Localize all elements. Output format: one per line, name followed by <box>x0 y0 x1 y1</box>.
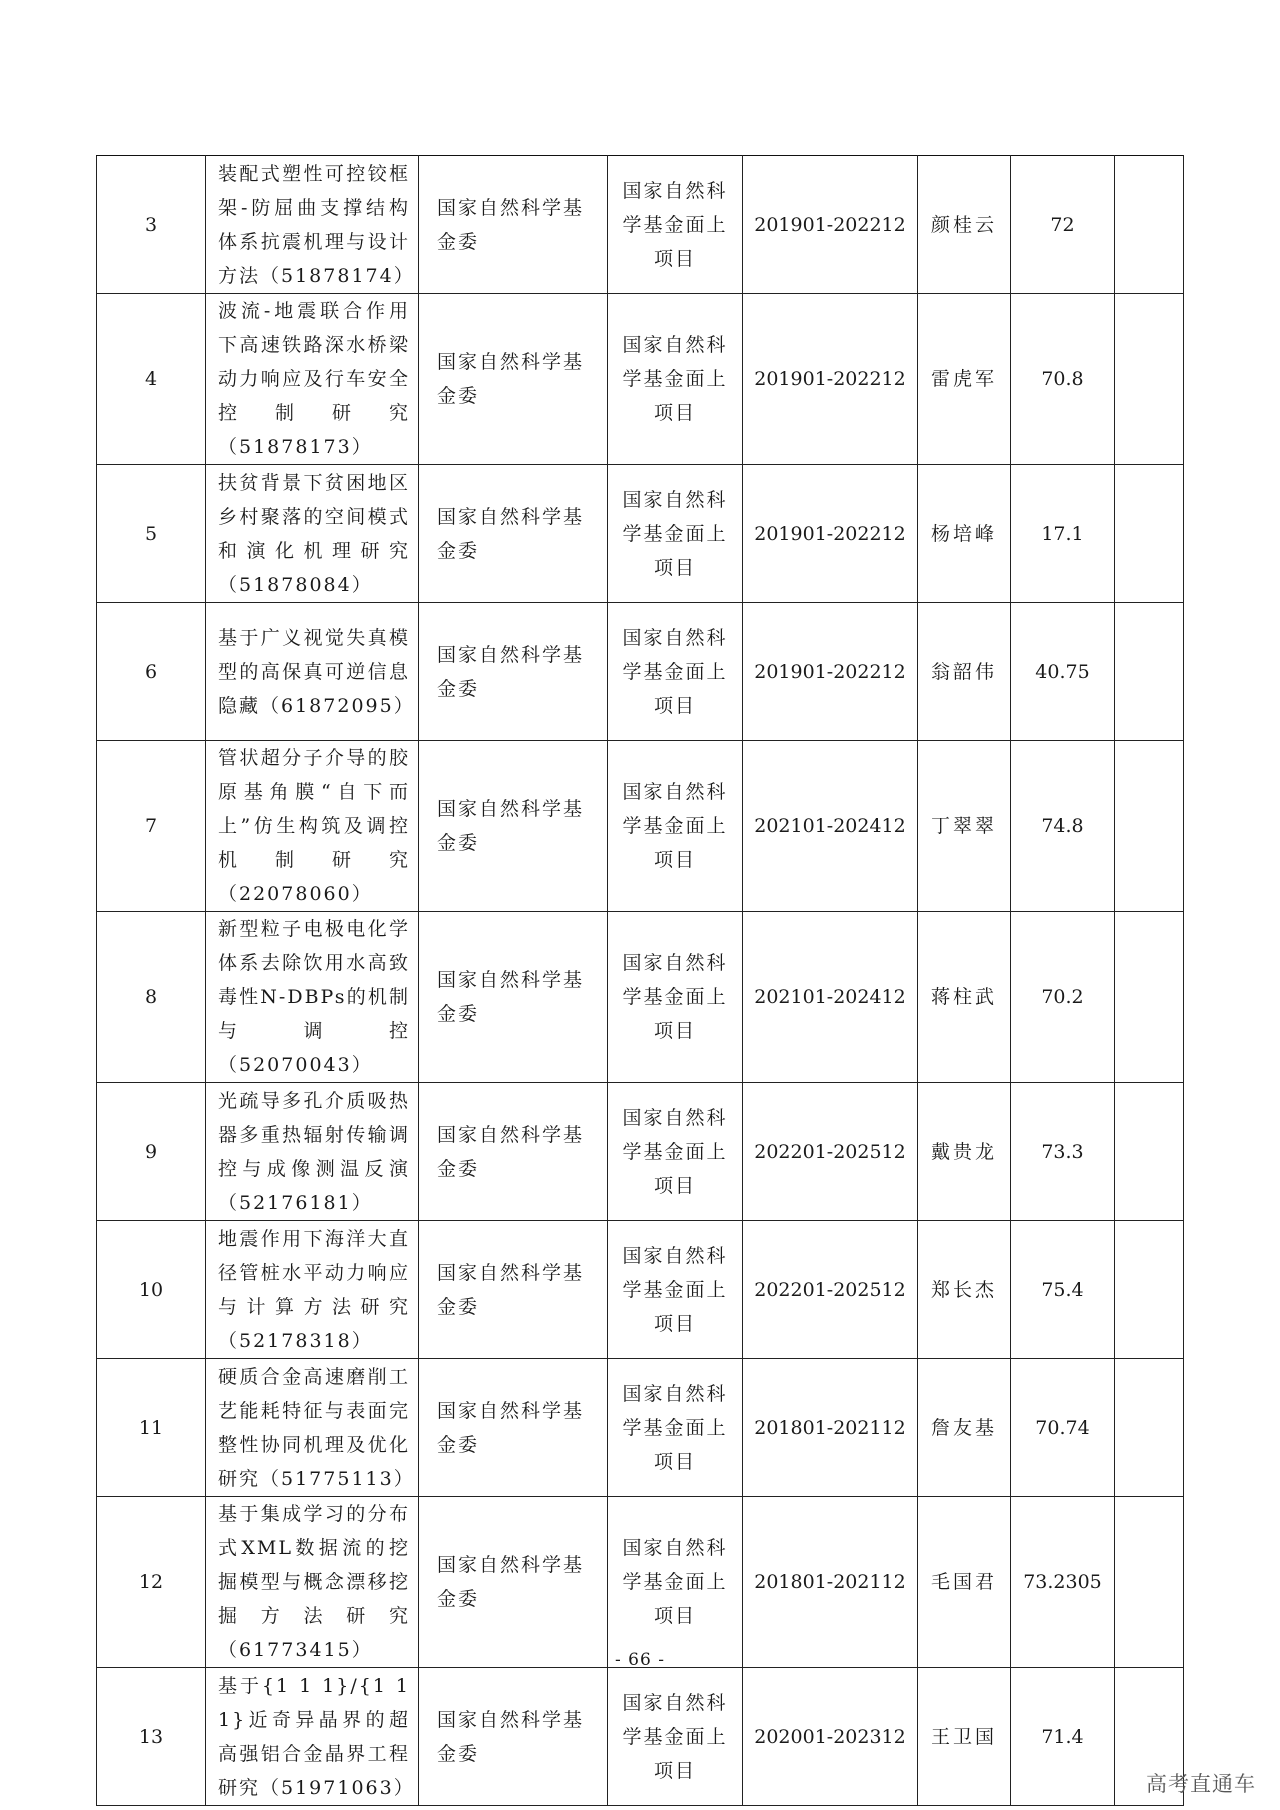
project-type-cell: 国家自然科学基金面上项目 <box>608 294 743 465</box>
project-title-cell: 基于{1 1 1}/{1 1 1}近奇异晶界的超高强铝合金晶界工程研究（51971063） <box>206 1668 419 1806</box>
project-funds-cell: 70.8 <box>1011 294 1115 465</box>
table-row <box>97 1221 1184 1359</box>
project-funds-cell: 75.4 <box>1011 1221 1115 1359</box>
project-type-cell: 国家自然科学基金面上项目 <box>608 1083 743 1221</box>
project-period-cell: 202101-202412 <box>743 912 918 1083</box>
project-period-cell: 201801-202112 <box>743 1497 918 1668</box>
project-funds-cell: 40.75 <box>1011 603 1115 741</box>
project-leader-cell: 丁翠翠 <box>918 741 1011 912</box>
project-funds-cell: 73.2305 <box>1011 1497 1115 1668</box>
project-type-cell: 国家自然科学基金面上项目 <box>608 603 743 741</box>
project-leader-cell: 颜桂云 <box>918 156 1011 294</box>
table-row <box>97 156 1184 294</box>
remarks-cell <box>1115 1083 1184 1221</box>
table-row <box>97 1083 1184 1221</box>
project-table <box>96 155 1184 1806</box>
project-leader-cell: 詹友基 <box>918 1359 1011 1497</box>
funding-source-cell: 国家自然科学基金委 <box>419 294 608 465</box>
project-period-cell: 201901-202212 <box>743 465 918 603</box>
funding-source-cell: 国家自然科学基金委 <box>419 156 608 294</box>
table-row <box>97 465 1184 603</box>
watermark-text: 高考直通车 <box>1146 1772 1256 1796</box>
project-leader-cell: 杨培峰 <box>918 465 1011 603</box>
project-title-cell: 基于广义视觉失真模型的高保真可逆信息隐藏（61872095） <box>206 603 419 741</box>
funding-source-cell: 国家自然科学基金委 <box>419 741 608 912</box>
project-period-cell: 202201-202512 <box>743 1083 918 1221</box>
project-table-body <box>97 156 1184 1806</box>
project-title-cell: 扶贫背景下贫困地区乡村聚落的空间模式和演化机理研究（51878084） <box>206 465 419 603</box>
remarks-cell <box>1115 1497 1184 1668</box>
project-period-cell: 201901-202212 <box>743 603 918 741</box>
project-title-cell: 管状超分子介导的胶原基角膜“自下而上”仿生构筑及调控机制研究（22078060） <box>206 741 419 912</box>
project-title-cell: 光疏导多孔介质吸热器多重热辐射传输调控与成像测温反演（52176181） <box>206 1083 419 1221</box>
row-index-cell: 5 <box>97 465 206 603</box>
project-funds-cell: 73.3 <box>1011 1083 1115 1221</box>
project-title-cell: 波流-地震联合作用下高速铁路深水桥梁动力响应及行车安全控制研究（51878173） <box>206 294 419 465</box>
project-funds-cell: 17.1 <box>1011 465 1115 603</box>
funding-source-cell: 国家自然科学基金委 <box>419 1497 608 1668</box>
project-leader-cell: 郑长杰 <box>918 1221 1011 1359</box>
project-period-cell: 201801-202112 <box>743 1359 918 1497</box>
row-index-cell: 9 <box>97 1083 206 1221</box>
project-type-cell: 国家自然科学基金面上项目 <box>608 1497 743 1668</box>
project-type-cell: 国家自然科学基金面上项目 <box>608 156 743 294</box>
project-type-cell: 国家自然科学基金面上项目 <box>608 1668 743 1806</box>
funding-source-cell: 国家自然科学基金委 <box>419 1083 608 1221</box>
remarks-cell <box>1115 741 1184 912</box>
row-index-cell: 12 <box>97 1497 206 1668</box>
project-leader-cell: 蒋柱武 <box>918 912 1011 1083</box>
project-leader-cell: 王卫国 <box>918 1668 1011 1806</box>
row-index-cell: 6 <box>97 603 206 741</box>
row-index-cell: 7 <box>97 741 206 912</box>
funding-source-cell: 国家自然科学基金委 <box>419 1359 608 1497</box>
project-funds-cell: 70.74 <box>1011 1359 1115 1497</box>
project-leader-cell: 翁韶伟 <box>918 603 1011 741</box>
project-title-cell: 新型粒子电极电化学体系去除饮用水高致毒性N-DBPs的机制与调控（52070043） <box>206 912 419 1083</box>
project-type-cell: 国家自然科学基金面上项目 <box>608 741 743 912</box>
project-funds-cell: 70.2 <box>1011 912 1115 1083</box>
project-period-cell: 202201-202512 <box>743 1221 918 1359</box>
project-type-cell: 国家自然科学基金面上项目 <box>608 1359 743 1497</box>
table-row <box>97 1668 1184 1806</box>
project-period-cell: 201901-202212 <box>743 156 918 294</box>
row-index-cell: 4 <box>97 294 206 465</box>
row-index-cell: 11 <box>97 1359 206 1497</box>
table-row <box>97 294 1184 465</box>
remarks-cell <box>1115 294 1184 465</box>
project-title-cell: 地震作用下海洋大直径管桩水平动力响应与计算方法研究（52178318） <box>206 1221 419 1359</box>
project-leader-cell: 戴贵龙 <box>918 1083 1011 1221</box>
row-index-cell: 8 <box>97 912 206 1083</box>
table-row <box>97 603 1184 741</box>
remarks-cell <box>1115 156 1184 294</box>
project-leader-cell: 毛国君 <box>918 1497 1011 1668</box>
remarks-cell <box>1115 1221 1184 1359</box>
project-type-cell: 国家自然科学基金面上项目 <box>608 465 743 603</box>
project-title-cell: 基于集成学习的分布式XML数据流的挖掘模型与概念漂移挖掘方法研究（61773415） <box>206 1497 419 1668</box>
project-title-cell: 硬质合金高速磨削工艺能耗特征与表面完整性协同机理及优化研究（51775113） <box>206 1359 419 1497</box>
funding-source-cell: 国家自然科学基金委 <box>419 912 608 1083</box>
project-type-cell: 国家自然科学基金面上项目 <box>608 912 743 1083</box>
remarks-cell <box>1115 1359 1184 1497</box>
project-type-cell: 国家自然科学基金面上项目 <box>608 1221 743 1359</box>
remarks-cell <box>1115 912 1184 1083</box>
project-funds-cell: 74.8 <box>1011 741 1115 912</box>
table-row <box>97 1359 1184 1497</box>
funding-source-cell: 国家自然科学基金委 <box>419 603 608 741</box>
project-period-cell: 202101-202412 <box>743 741 918 912</box>
remarks-cell <box>1115 465 1184 603</box>
table-row <box>97 1497 1184 1668</box>
project-funds-cell: 72 <box>1011 156 1115 294</box>
project-leader-cell: 雷虎军 <box>918 294 1011 465</box>
remarks-cell <box>1115 603 1184 741</box>
funding-source-cell: 国家自然科学基金委 <box>419 465 608 603</box>
table-row <box>97 741 1184 912</box>
table-row <box>97 912 1184 1083</box>
row-index-cell: 10 <box>97 1221 206 1359</box>
page-number: - 66 - <box>615 1650 665 1670</box>
project-period-cell: 202001-202312 <box>743 1668 918 1806</box>
project-title-cell: 装配式塑性可控铰框架-防屈曲支撑结构体系抗震机理与设计方法（51878174） <box>206 156 419 294</box>
funding-source-cell: 国家自然科学基金委 <box>419 1221 608 1359</box>
project-period-cell: 201901-202212 <box>743 294 918 465</box>
row-index-cell: 13 <box>97 1668 206 1806</box>
project-funds-cell: 71.4 <box>1011 1668 1115 1806</box>
row-index-cell: 3 <box>97 156 206 294</box>
funding-source-cell: 国家自然科学基金委 <box>419 1668 608 1806</box>
